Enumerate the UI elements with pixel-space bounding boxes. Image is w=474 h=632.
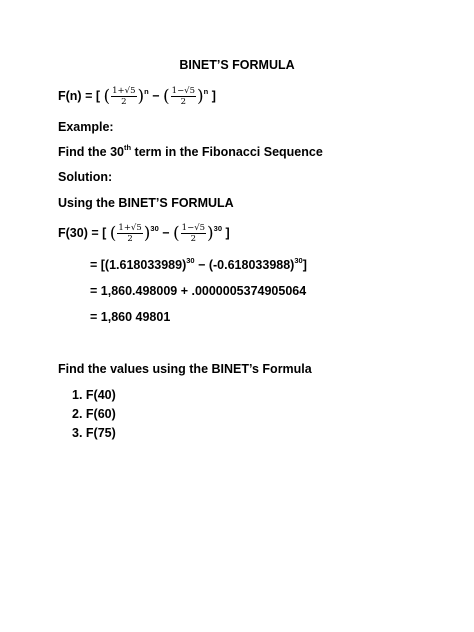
right-paren: ) [143,223,151,244]
task-before: Find the 30 [58,145,124,159]
f30-close: ] [225,226,230,240]
step-1-part-c: ] [302,258,307,272]
exercise-list [72,386,116,443]
left-paren: ( [163,86,170,107]
step-1-exp-b: 30 [294,256,303,265]
exponent: n [203,87,209,96]
fraction-denominator: 2 [121,97,127,108]
fraction-numerator: 1−√5 [171,86,196,97]
task-superscript: th [123,143,132,152]
exponent: 30 [213,224,223,233]
formula-lhs: F(n) = [ [58,89,101,103]
task-text [58,145,323,159]
using-label: Using the BINET’S FORMULA [58,196,234,210]
minus-sign: − [162,226,170,240]
exponent: n [144,87,149,96]
f30-lhs: F(30) = [ [58,226,107,240]
formula-close: ] [211,89,216,103]
fraction-psi [171,86,196,107]
fraction-denominator: 2 [127,234,133,245]
minus-sign: − [152,89,160,103]
binet-formula [58,86,216,107]
task-after: term in the Fibonacci Sequence [131,145,323,159]
step-1-part-a: = [(1.618033989) [90,258,187,272]
step-3: = 1,860 49801 [90,310,171,324]
fraction-numerator: 1+√5 [112,86,136,97]
solution-label: Solution: [58,170,113,184]
list-item: 3. F(75) [72,426,116,440]
fraction-phi [117,223,142,244]
left-paren: ( [173,223,180,244]
list-item: 2. F(60) [72,407,116,421]
fraction-numerator: 1+√5 [118,223,142,234]
list-item: 1. F(40) [72,388,116,402]
step-1-exp-a: 30 [186,256,195,265]
fraction-denominator: 2 [190,234,197,245]
fraction-psi [181,223,206,244]
fraction-numerator: 1−√5 [181,223,206,234]
document-title: BINET’S FORMULA [179,58,295,72]
example-label: Example: [58,120,114,134]
right-paren: ) [137,86,145,107]
fraction-denominator: 2 [180,97,187,108]
right-paren: ) [207,223,214,244]
f30-formula [58,223,230,244]
step-1 [90,258,307,272]
step-1-part-b: − (-0.618033988) [194,258,295,272]
exponent: 30 [150,224,159,233]
right-paren: ) [197,86,204,107]
step-2: = 1,860.498009 + .0000005374905064 [90,284,307,298]
left-paren: ( [103,86,111,107]
fraction-phi [111,86,136,107]
left-paren: ( [109,223,117,244]
exercise-label: Find the values using the BINET’s Formula [58,362,312,376]
